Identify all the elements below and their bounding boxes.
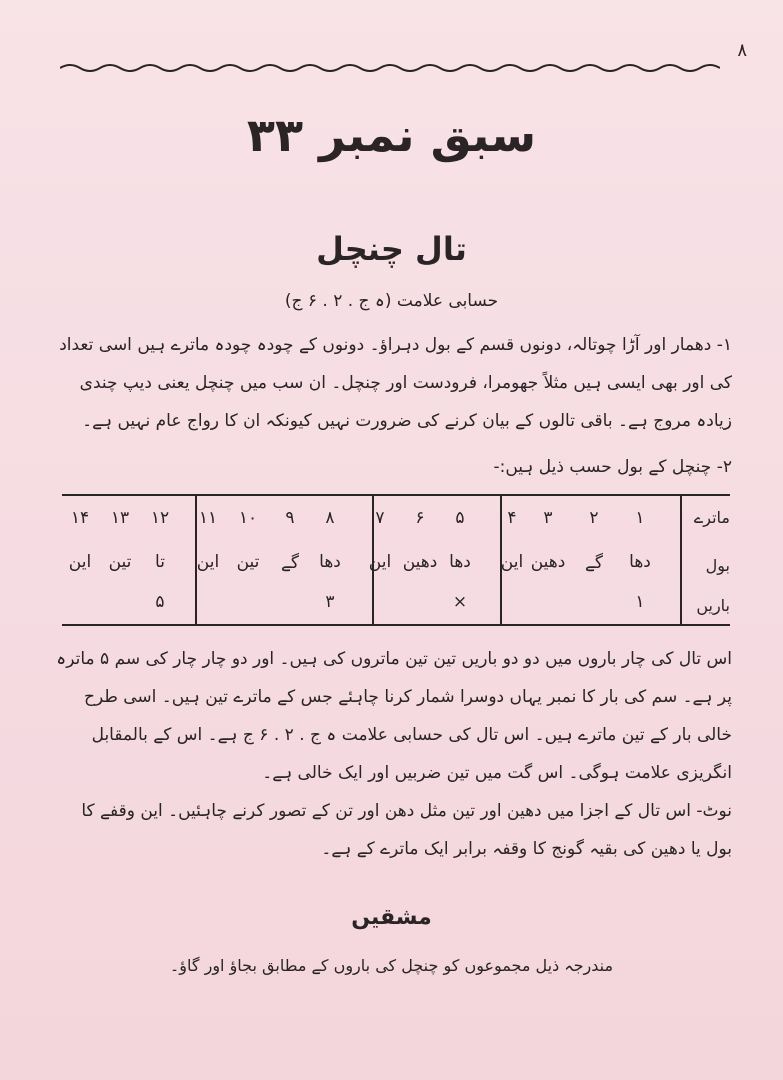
table-cell-matra: ۶ [415, 508, 425, 528]
table-cell-matra: ۱۰ [238, 508, 258, 528]
table-cell-bol: این [368, 552, 392, 572]
header-wavy-rule [60, 60, 720, 76]
table-top-rule [62, 494, 730, 496]
mashq-title: مشقیں [351, 905, 432, 930]
table-cell-bari: × [452, 592, 468, 612]
row-label-bol: بول [705, 556, 730, 575]
table-cell-bol: دھین [530, 552, 566, 572]
table-cell-bol: دھا [449, 552, 471, 572]
table-cell-matra: ۸ [325, 508, 335, 528]
table-cell-bari: ۳ [325, 592, 335, 612]
paragraph-4: نوٹ- اس تال کے اجزا میں دھین اور تین مثل دھن اور تن کے تصور کرنے چاہئیں۔ این وقفے کا بول یا دھین کی بقیہ گونج کا وقفہ برابر ایک ماترے کے ہے۔ [81, 801, 732, 859]
row-label-bari: باریں [696, 596, 730, 615]
table-cell-matra: ۴ [507, 508, 517, 528]
table-cell-matra: ۲ [589, 508, 599, 528]
table-cell-bol: تا [155, 552, 165, 572]
paragraph-1: ۱- دھمار اور آڑا چوتالہ، دونوں قسم کے بول دہراؤ۔ دونوں کے چودہ چودہ ماترے ہیں اسی تعداد کی اور بھی ایسی ہیں مثلاً جھومرا، فرودست اور چنچل۔ ان سب میں چنچل یعنی دیپ چندی زیادہ مروج ہے۔ باقی تالوں کے بیان کرنے کی ضرورت نہیں کیونکہ ان کا رواج عام نہیں ہے۔ [59, 335, 732, 431]
table-cell-bol: این [500, 552, 524, 572]
table-cell-matra: ۱۴ [70, 508, 90, 528]
lesson-title: سبق نمبر ۳۳ [246, 108, 537, 162]
table-cell-bol: دھا [629, 552, 651, 572]
page-number: ۸ [737, 40, 747, 61]
table-cell-bol: این [196, 552, 220, 572]
row-label-matra: ماترے [693, 508, 730, 527]
table-cell-matra: ۱۱ [198, 508, 218, 528]
table-cell-matra: ۳ [543, 508, 553, 528]
exercise-instruction: مندرجہ ذیل مجموعوں کو چنچل کی باروں کے مطابق بجاؤ اور گاؤ۔ [169, 956, 614, 975]
table-bottom-rule [62, 624, 730, 626]
table-cell-matra: ۱۳ [110, 508, 130, 528]
tal-title: تال چنچل [316, 230, 467, 268]
table-cell-bol: گے [584, 553, 604, 573]
paragraph-2: ۲- چنچل کے بول حسب ذیل ہیں:- [493, 457, 732, 477]
table-cell-bol: این [68, 552, 92, 572]
table-cell-bari: ۱ [635, 592, 645, 612]
table-cell-bol: تین [108, 552, 132, 572]
table-cell-matra: ۷ [375, 508, 385, 528]
table-cell-bol: تین [236, 552, 260, 572]
paragraph-3: اس تال کی چار باروں میں دو دو باریں تین تین ماتروں کی ہیں۔ اور دو چار چار کی سم ۵ ماترہ پر ہے۔ سم کی بار کا نمبر یہاں دوسرا شمار کرنا چاہئے جس کے ماترے تین ہیں۔ اسی طرح خالی بار کے تین ماترے ہیں۔ اس تال کی حسابی علامت ہ ج . ۲ . ۶ ج ہے۔ اس کے بالمقابل انگریزی علامت ہوگی۔ اس گت میں تین ضربیں اور ایک خالی ہے۔ [56, 649, 732, 783]
table-cell-matra: ۱۲ [150, 508, 170, 528]
table-cell-matra: ۵ [455, 508, 465, 528]
table-cell-bol: گے [280, 553, 300, 573]
table-cell-bol: دھین [402, 552, 438, 572]
table-cell-matra: ۹ [285, 508, 295, 528]
hisabi-alamat: حسابی علامت (ہ ج . ۲ . ۶ ج) [284, 291, 499, 311]
table-cell-bari: ۵ [155, 592, 165, 612]
table-cell-bol: دھا [319, 552, 341, 572]
table-cell-matra: ۱ [635, 508, 645, 528]
